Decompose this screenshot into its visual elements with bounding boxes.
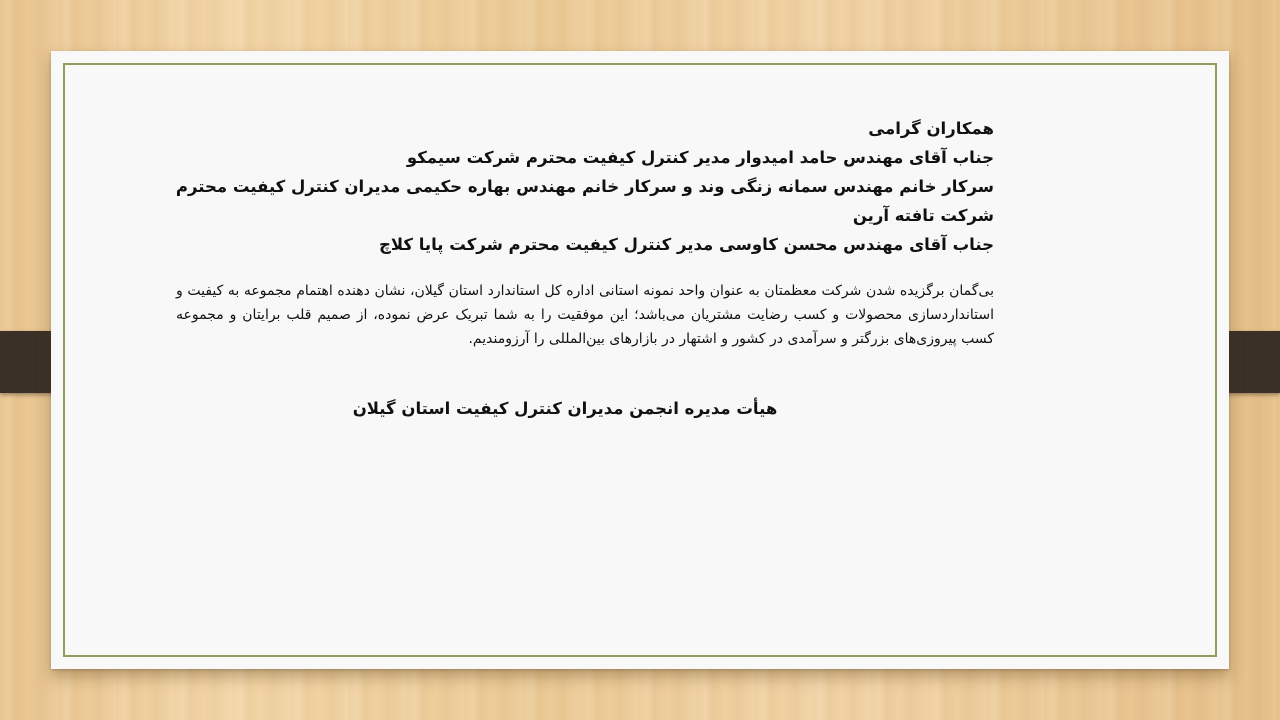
letter-body: بی‌گمان برگزیده شدن شرکت معظمتان به عنوان واحد نمونه استانی اداره کل استاندارد استان گیلان، نشان دهنده اهتمام مجموعه به کیفیت و استانداردسازی محصولات و کسب رضایت مشتریان می‌باشد؛ این موفقیت را به شما تبریک عرض نموده، از صمیم قلب برایتان و مجموعه کسب پیروزی‌های بزرگتر و سرآمدی در کشور و اشتهار در بازارهای بین‌المللی را آرزومندیم. <box>176 283 994 347</box>
addressee-line: جناب آقای مهندس حامد امیدوار مدیر کنترل کیفیت محترم شرکت سیمکو <box>406 148 994 167</box>
addressee-line: سرکار خانم مهندس سمانه زنگی وند و سرکار خانم مهندس بهاره حکیمی مدیران کنترل کیفیت محترم <box>175 177 994 196</box>
greeting: همکاران گرامی <box>868 119 994 138</box>
signature: هیأت مدیره انجمن مدیران کنترل کیفیت استان گیلان <box>352 399 778 418</box>
addressee-block <box>176 114 994 259</box>
addressee-line: جناب آقای مهندس محسن کاوسی مدیر کنترل کیفیت محترم شرکت پایا کلاچ <box>378 235 994 254</box>
letter-content <box>176 114 994 418</box>
addressee-line: شرکت تافته آرین <box>852 206 994 225</box>
